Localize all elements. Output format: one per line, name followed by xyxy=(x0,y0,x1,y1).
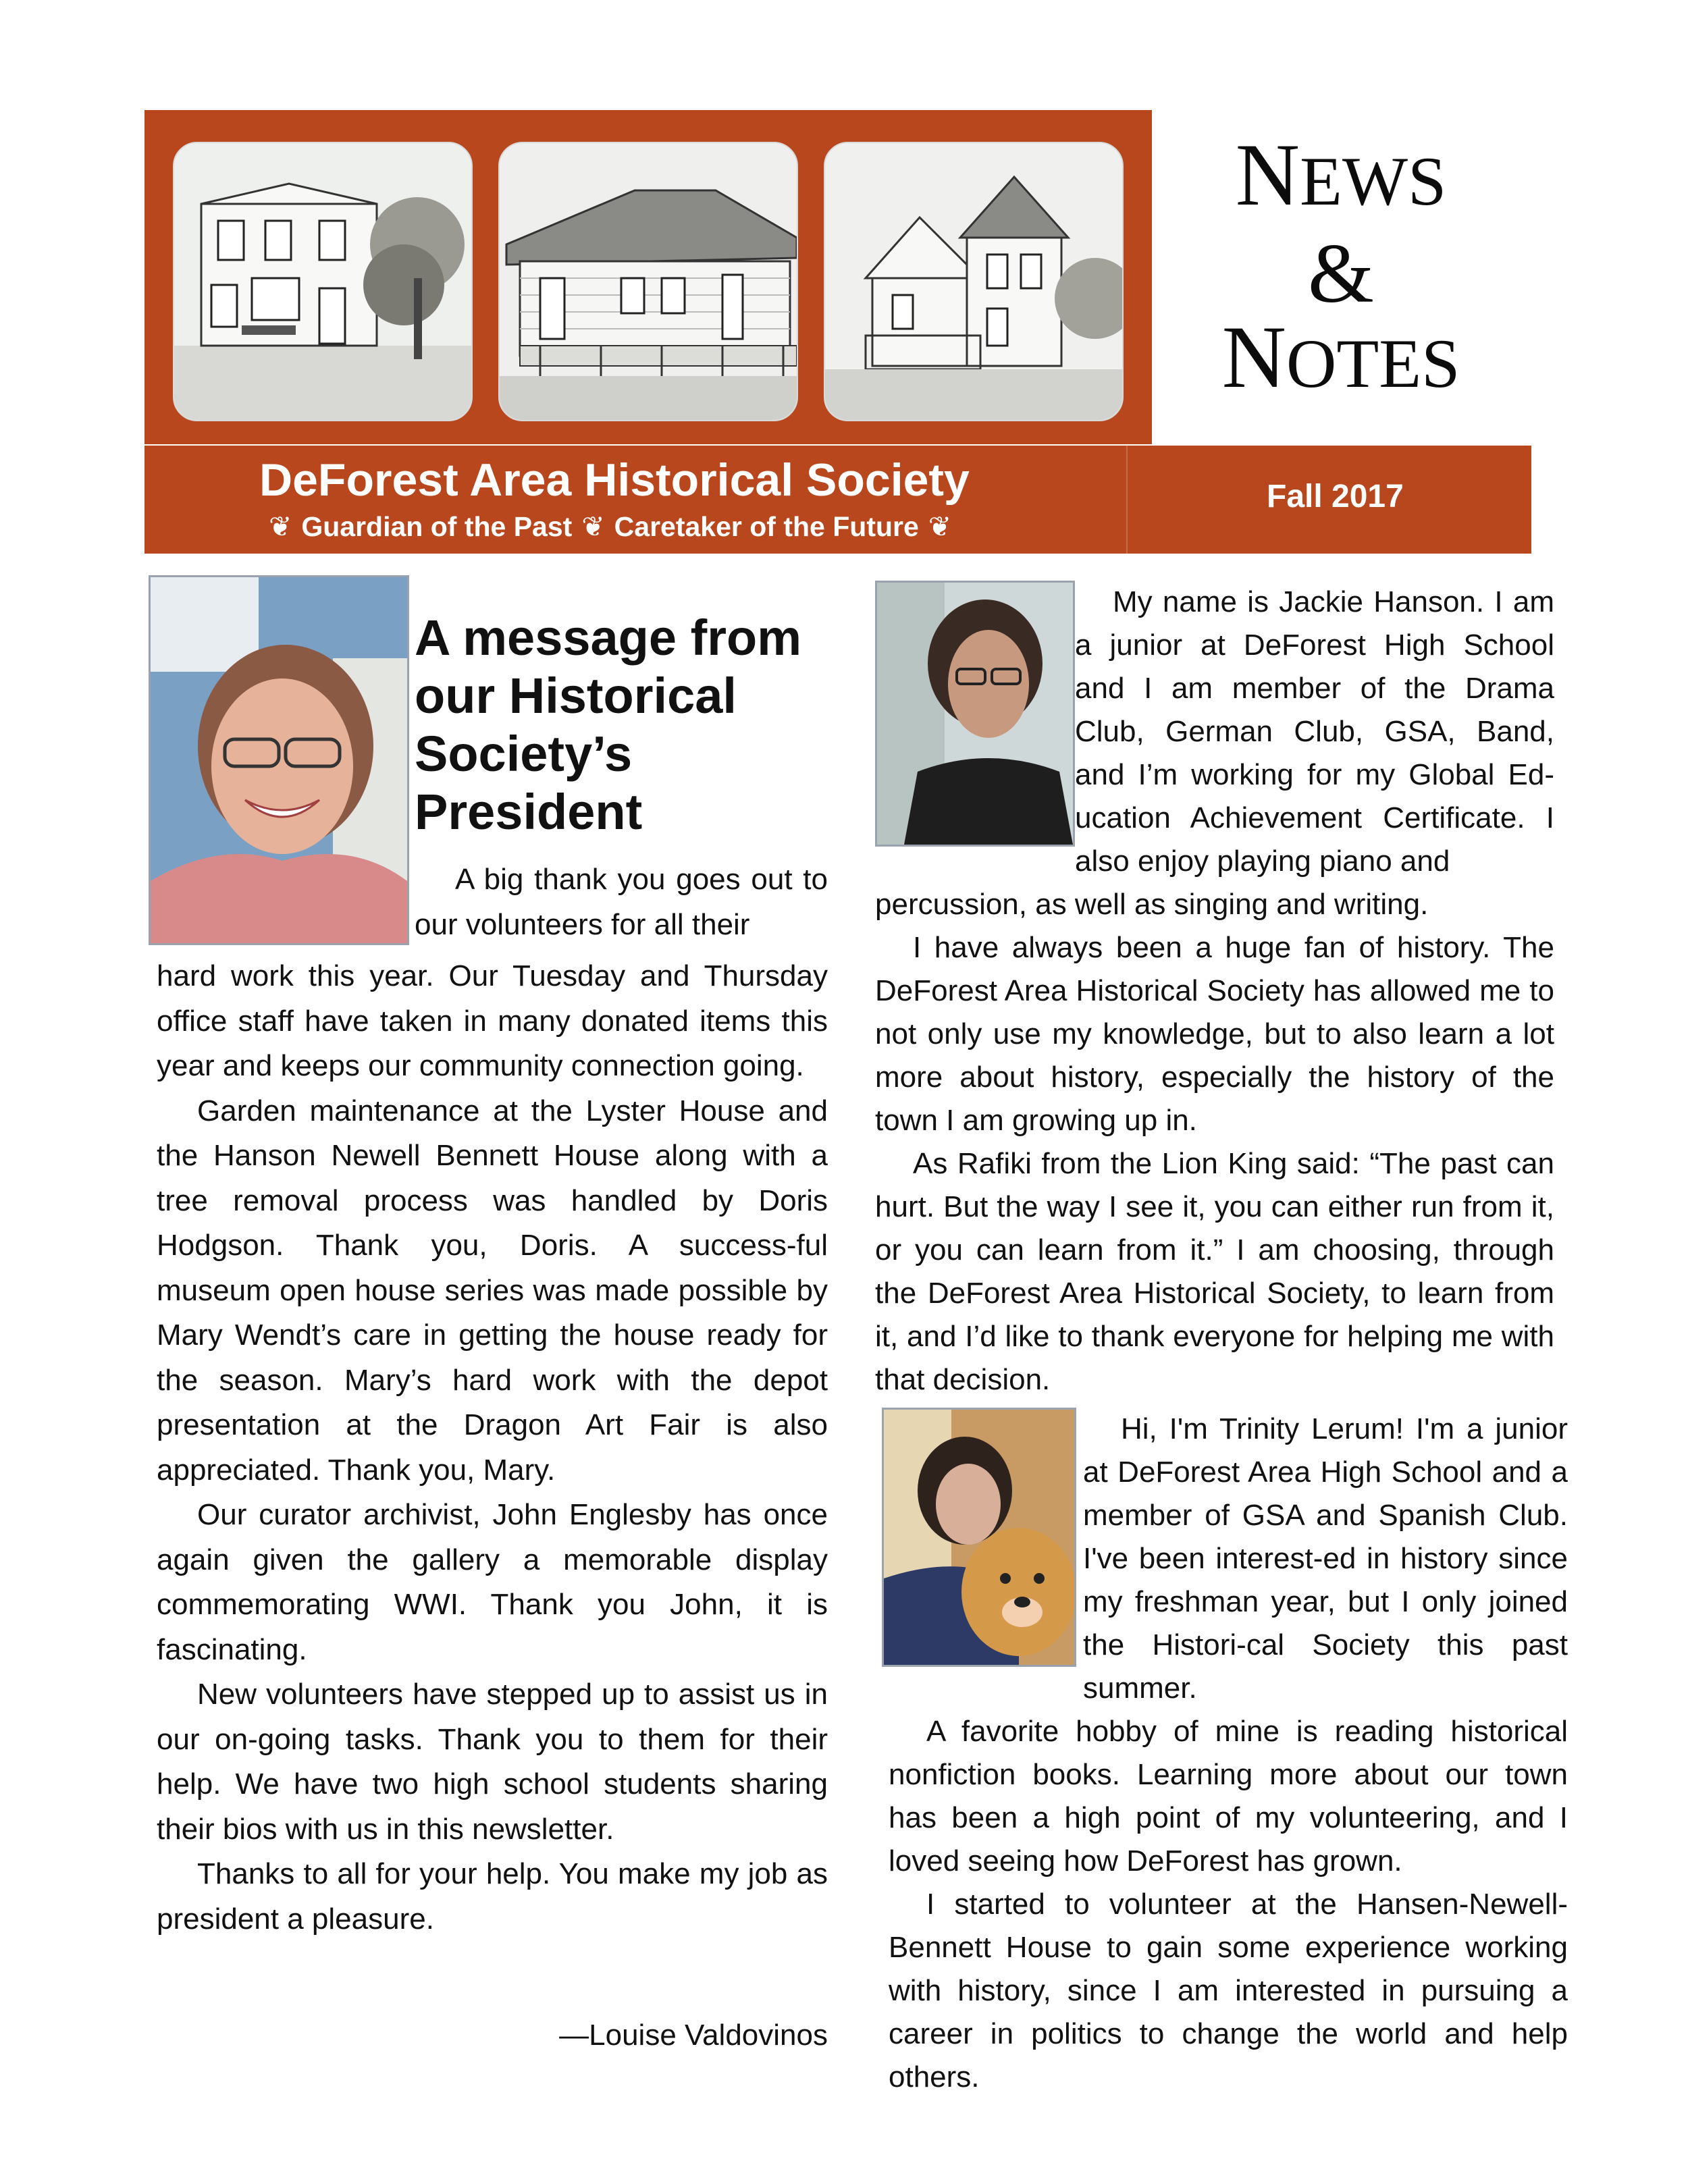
president-headline: A message from our Historical Society’s President xyxy=(415,610,802,840)
title-notes: NOTES xyxy=(1221,307,1460,406)
issue-season: Fall 2017 xyxy=(1267,479,1404,514)
president-portrait xyxy=(149,575,409,945)
lyster-house-photo xyxy=(173,142,473,421)
jackie-paragraph: I have always been a huge fan of history. The DeForest Area Historical Society has allowed me to not only use my knowledge, but to also learn a lot more about history, especially the history of the town I am growing up in. xyxy=(875,931,1554,1137)
hanson-newell-bennett-house-photo xyxy=(824,142,1124,421)
trinity-bio-intro xyxy=(1083,1408,1568,1710)
trinity-bio-body xyxy=(889,1710,1568,2099)
trinity-paragraph: I started to volunteer at the Hansen-Newell-Bennett House to gain some experience working with history, since I am interested in pursuing a career in politics to change the world and help others. xyxy=(889,1888,1568,2094)
president-paragraph: New volunteers have stepped up to assist us in our on-going tasks. Thank you to them for their help. We have two high school students sharing their bios with us in this newsletter. xyxy=(157,1678,828,1846)
jackie-paragraph: My name is Jackie Hanson. I am a junior at DeForest High School and I am member of the Drama Club, German Club, GSA, Band, and I’m working for my Global Ed-ucation Achievement Certificate. I also enjoy playing piano and xyxy=(1075,585,1554,878)
depot-photo xyxy=(498,142,798,421)
president-paragraph: Garden maintenance at the Lyster House and the Hanson Newell Bennett House along with a tree removal process was handled by Doris Hodgson. Thank you, Doris. A success-ful museum open house series was made possible by Mary Wendt’s care in getting the house ready for the season. Mary’s hard work with the depot presentation at the Dragon Art Fair is also appreciated. Thank you, Mary. xyxy=(157,1094,828,1487)
title-news: NEWS xyxy=(1235,125,1447,224)
president-paragraph: hard work this year. Our Tuesday and Thursday office staff have taken in many donated items this year and keeps our community connection going. xyxy=(157,959,828,1082)
trinity-portrait xyxy=(882,1408,1076,1667)
trinity-paragraph: A favorite hobby of mine is reading historical nonfiction books. Learning more about our town has been a high point of my volunteering, and I loved seeing how DeForest has grown. xyxy=(889,1715,1568,1877)
jackie-bio-intro xyxy=(1075,581,1554,883)
ornament-icon: ❦ xyxy=(581,511,605,542)
president-signature: —Louise Valdovinos xyxy=(559,2019,828,2052)
trinity-paragraph: Hi, I'm Trinity Lerum! I'm a junior at DeForest Area High School and a member of GSA and Spanish Club. I've been interest-ed in history since my freshman year, but I only joined the Histori-cal Society this past summer. xyxy=(1083,1412,1568,1705)
tagline xyxy=(259,510,961,543)
jackie-paragraph: As Rafiki from the Lion King said: “The past can hurt. But the way I see it, you can either run from it, or you can learn from it.” I am choosing, through the DeForest Area Historical Society, to learn from it, and I’d like to thank everyone for helping me with that decision. xyxy=(875,1147,1554,1396)
tagline-right: Caretaker of the Future xyxy=(614,511,919,542)
president-intro: A big thank you goes out to our volunteers for all their xyxy=(415,863,828,941)
president-paragraph: Thanks to all for your help. You make my job as president a pleasure. xyxy=(157,1857,828,1936)
newsletter-title xyxy=(1152,110,1530,444)
ornament-icon: ❦ xyxy=(928,511,952,542)
president-message-body xyxy=(157,954,828,1942)
jackie-portrait xyxy=(875,581,1075,847)
jackie-paragraph: percussion, as well as singing and writing. xyxy=(875,888,1429,921)
president-paragraph: Our curator archivist, John Englesby has once again given the gallery a memorable display commemorating WWI. Thank you John, it is fascinating. xyxy=(157,1498,828,1666)
ornament-icon: ❦ xyxy=(269,511,292,542)
tagline-left: Guardian of the Past xyxy=(301,511,573,542)
society-name: DeForest Area Historical Society xyxy=(259,454,970,506)
jackie-bio-body xyxy=(875,883,1554,1402)
title-ampersand: & xyxy=(1307,227,1374,321)
